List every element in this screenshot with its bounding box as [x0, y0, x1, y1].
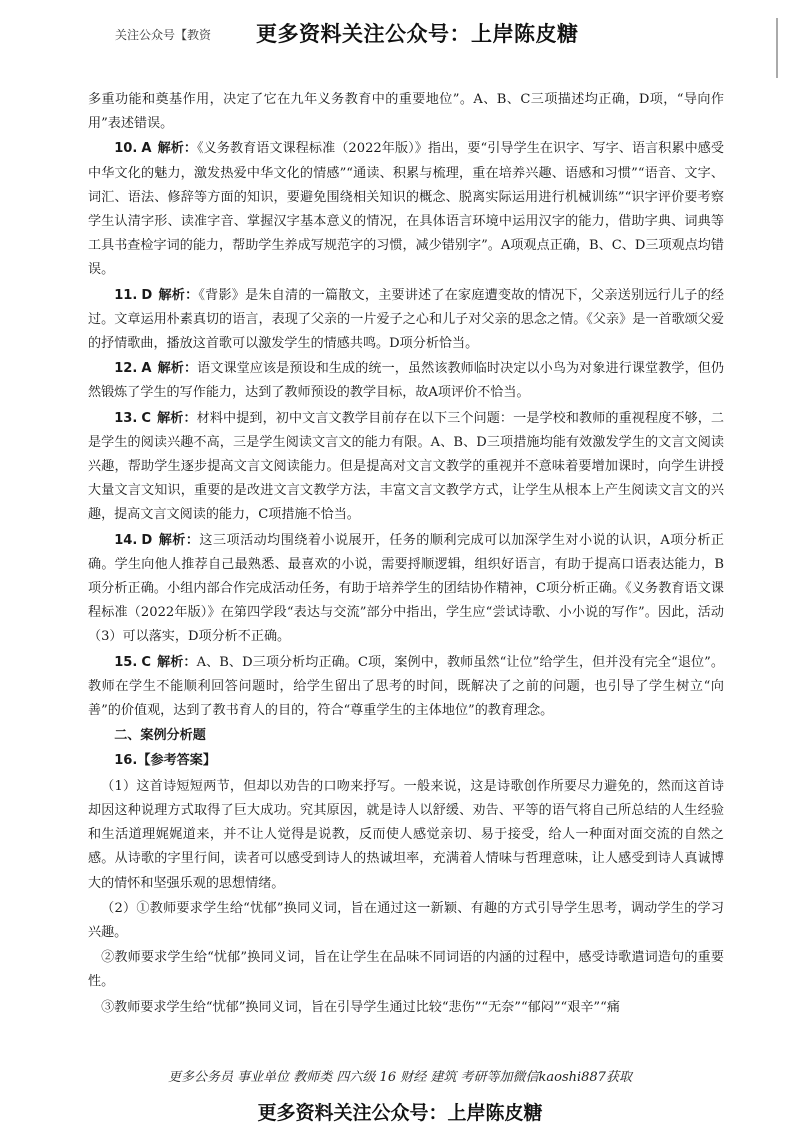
- q16-paragraph-4: ③教师要求学生给“忧郁”换同义词，旨在引导学生通过比较“悲伤”“无奈”“郁闷”“艰辛”“痛: [101, 999, 620, 1015]
- section-heading: 二、案例分析题: [114, 728, 206, 744]
- q16-paragraph-1: （1）这首诗短短两节，但却以劝告的口吻来抒写。一般来说，这是诗歌创作所要尽力避免的，然而这首诗却因这种说理方式取得了巨大成功。究其原因，就是诗人以舒缓、劝告、平等的语气将自己所总结的人生经验和生活道理娓娓道来，并不让人觉得是说教，反而使人感觉亲切、易于接受，给人一种面对面交流的自然之感。从诗歌的字里行间，读者可以感受到诗人的热诚坦率，充满着人情味与哲理意味，让人感受到诗人真诚博大的情怀和坚强乐观的思想情绪。: [88, 778, 724, 891]
- answer-13: 13. C 解析：材料中提到，初中文言文教学目前存在以下三个问题：一是学校和教师的重视程度不够，二是学生的阅读兴趣不高，三是学生阅读文言文的能力有限。A、B、D三项措施均能有效激发学生的文言文阅读兴趣，帮助学生逐步提高文言文阅读能力。但是提高对文言文教学的重视并不意味着要增加课时，向学生讲授大量文言文知识，重要的是改进文言文教学方法，丰富文言文教学方式，让学生从根本上产生阅读文言文的兴趣，提高文言文阅读的能力，C项措施不恰当。: [88, 410, 725, 523]
- footer-promo: 更多公务员 事业单位 教师类 四六级 16 财经 建筑 考研等加微信kaoshi887获取: [168, 1070, 632, 1085]
- header-small-text: 关注公众号【教资: [115, 28, 212, 42]
- scan-edge-line: [776, 18, 778, 78]
- answer-14: 14. D 解析：这三项活动均围绕着小说展开，任务的顺利完成可以加深学生对小说的认识，A项分析正确。学生向他人推荐自己最熟悉、最喜欢的小说，需要捋顺逻辑，组织好语言，有助于提高口语表达能力，B项分析正确。小组内部合作完成活动任务，有助于培养学生的团结协作精神，C项分析正确。《义务教育语文课程标准（2022年版）》在第四学段“表达与交流”部分中指出，学生应“尝试诗歌、小小说的写作”。因此，活动（3）可以落实，D项分析不正确。: [88, 532, 724, 645]
- q16-paragraph-2: （2）①教师要求学生给“忧郁”换同义词，旨在通过这一新颖、有趣的方式引导学生思考，调动学生的学习兴趣。: [88, 900, 724, 940]
- answer-10: 10. A 解析：《义务教育语文课程标准（2022年版）》指出，要“引导学生在识字、写字、语言积累中感受中华文化的魅力，激发热爱中华文化的情感”“通读、积累与梳理，重在培养兴趣、语感和习惯”“语音、文字、词汇、语法、修辞等方面的知识，要避免围绕相关知识的概念、脱离实际运用进行机械训练”“识字评价要考察学生认清字形、读准字音、掌握汉字基本意义的情况，在具体语言环境中运用汉字的能力，借助字典、词典等工具书查检字词的能力，帮助学生养成写规范字的习惯，减少错别字”。A项观点正确，B、C、D三项观点均错误。: [88, 141, 725, 278]
- q16-paragraph-3: ②教师要求学生给“忧郁”换同义词，旨在让学生在品味不同词语的内涵的过程中，感受诗歌遣词造句的重要性。: [88, 950, 724, 990]
- answer-15: 15. C 解析：A、B、D三项分析均正确。C项，案例中，教师虽然“让位”给学生，但并没有完全“退位”。教师在学生不能顺利回答问题时，给学生留出了思考的时间，既解决了之前的问题，也引导了学生树立“向善”的价值观，达到了教书育人的目的，符合“尊重学生的主体地位”的教育理念。: [88, 654, 725, 719]
- answer-11: 11. D 解析：《背影》是朱自清的一篇散文，主要讲述了在家庭遭变故的情况下，父亲送别远行儿子的经过。文章运用朴素真切的语言，表现了父亲的一片爱子之心和儿子对父亲的思念之情。《父亲》是一首歌颂父爱的抒情歌曲，播放这首歌可以激发学生的情感共鸣。D项分析恰当。: [88, 287, 725, 352]
- intro-continuation: 多重功能和奠基作用，决定了它在九年义务教育中的重要地位”。A、B、C三项描述均正确，D项，“导向作用”表述错误。: [88, 92, 724, 132]
- header-banner: 更多资料关注公众号：上岸陈皮糖: [256, 22, 579, 46]
- answer-12: 12. A 解析：语文课堂应该是预设和生成的统一，虽然该教师临时决定以小鸟为对象进行课堂教学，但仍然锻炼了学生的写作能力，达到了教师预设的教学目标，故A项评价不恰当。: [88, 361, 725, 401]
- q16-label: 16.【参考答案】: [114, 753, 216, 769]
- answer-content: [88, 88, 724, 1021]
- footer-banner: 更多资料关注公众号：上岸陈皮糖: [257, 1102, 543, 1124]
